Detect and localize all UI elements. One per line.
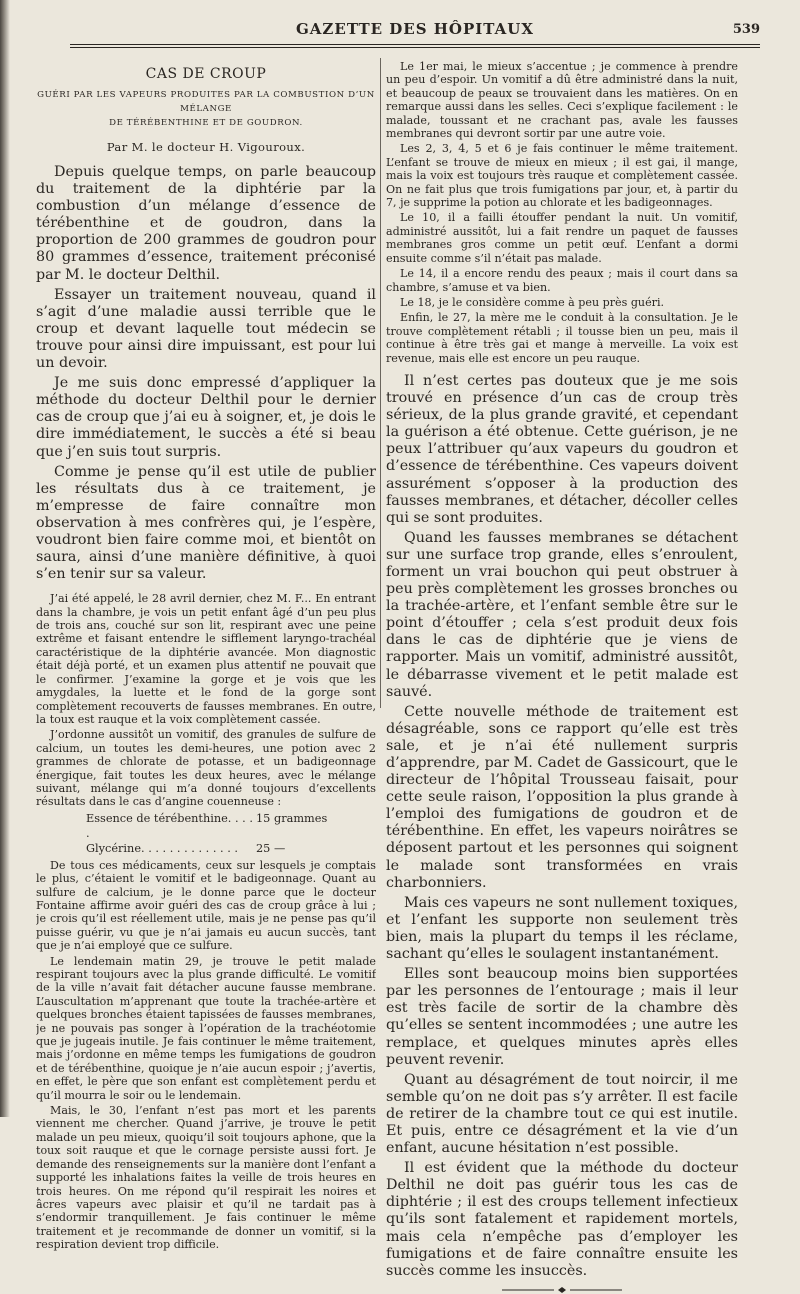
body-paragraph: Je me suis donc empressé d’appliquer la méthode du docteur Delthil pour le dernier cas de croup que j’ai eu à soigner, et, je dois le dire immédiatement, le succès a été si beau que j’en suis tout surpris. bbox=[36, 375, 376, 460]
observation-paragraph: Le 10, il a failli étouffer pendant la nuit. Un vomitif, administré aussitôt, lui a fait rendre un paquet de fausses membranes gros comme un petit œuf. L’enfant a dormi ensuite comme s’il n’était pas malade. bbox=[386, 211, 738, 265]
right-column bbox=[386, 60, 738, 1294]
observation-paragraph: Le 1er mai, le mieux s’accentue ; je commence à prendre un peu d’espoir. Un vomitif a dû être administré dans la nuit, et beaucoup de peaux se trouvaient dans les matières. On en remarque aussi dans les selles. Ceci s’explique facilement : le malade, toussant et ne crachant pas, avale les fausses membranes qui devront sortir par une autre voie. bbox=[386, 60, 738, 141]
header-rule-bottom bbox=[70, 47, 760, 48]
observation-paragraph: Le 14, il a encore rendu des peaux ; mais il court dans sa chambre, s’amuse et va bien. bbox=[386, 267, 738, 294]
observation-paragraph: Les 2, 3, 4, 5 et 6 je fais continuer le même traitement. L’enfant se trouve de mieux en mieux ; il est gai, il mange, mais la voix est toujours très rauque et complètement cassée. On ne fait plus que trois fumigations par jour, et, à partir du 7, je supprime la potion au chlorate et les badigeonnages. bbox=[386, 142, 738, 210]
observation-paragraph: Mais, le 30, l’enfant n’est pas mort et les parents viennent me chercher. Quand j’arrive, je trouve le petit malade un peu mieux, quoiqu’il soit toujours aphone, que la toux soit rauque et que le cornage persiste aussi fort. Je demande des renseignements sur la manière dont l’enfant a supporté les inhalations faites la veille de trois heures en trois heures. On me répond qu’il respirait les noires et âcres vapeurs avec plaisir et qu’il ne tardait pas à s’endormir tranquillement. Je fais continuer le même traitement et je recommande de donner un vomitif, si la respiration devient trop difficile. bbox=[36, 1104, 376, 1252]
body-paragraph: Cette nouvelle méthode de traitement est désagréable, sons ce rapport qu’elle est très sale, et je n’ai été nullement surpris d’apprendre, par M. Cadet de Gassicourt, que le directeur de l’hôpital Trousseau faisait, pour cette seule raison, l’opposition la plus grande à l’emploi des fumigations de goudron et de térébenthine. En effet, les vapeurs noirâtres se déposent partout et les personnes qui soignent le malade sont transformées en vrais charbonniers. bbox=[386, 703, 738, 891]
page-number: 539 bbox=[732, 22, 760, 37]
recipe-row bbox=[36, 841, 376, 856]
body-paragraph: Il est évident que la méthode du docteur Delthil ne doit pas guérir tous les cas de diphtérie ; il est des croups tellement infectieux qu’ils sont fatalement et rapidement mortels, mais cela n’empêche pas d’employer les fumigations et de faire connaître ensuite les succès comme les insuccès. bbox=[386, 1160, 738, 1279]
body-paragraph: Quant au désagrément de tout noircir, il me semble qu’on ne doit pas s’y arrêter. Il est facile de retirer de la chambre tout ce qui est inutile. Et puis, entre ce désagrément et la vie d’un enfant, aucune hésitation n’est possible. bbox=[386, 1071, 738, 1157]
article-subtitle-line: GUÉRI PAR LES VAPEURS PRODUITES PAR LA COMBUSTION D’UN MÉLANGE bbox=[37, 90, 375, 114]
header-rule-top bbox=[70, 44, 760, 45]
article-subtitle bbox=[36, 88, 376, 130]
running-title: GAZETTE DES HÔPITAUX bbox=[295, 20, 534, 38]
body-paragraph: Comme je pense qu’il est utile de publier les résultats dus à ce traitement, je m’empresse de faire connaître mon observation à mes confrères qui, je l’espère, voudront bien faire comme moi, et bientôt on saura, ainsi d’une manière définitive, à quoi s’en tenir sur sa valeur. bbox=[36, 463, 376, 583]
observation-paragraph: Enfin, le 27, la mère me le conduit à la consultation. Je le trouve complètement rétabli ; il tousse bien un peu, mais il continue à être très gai et mange à merveille. La voix est revenue, mais elle est encore un peu rauque. bbox=[386, 311, 738, 365]
page-header bbox=[70, 16, 760, 42]
body-paragraph: Quand les fausses membranes se détachent sur une surface trop grande, elles s’enroulent, forment un vrai bouchon qui peut obstruer à peu près complètement les grosses bronches ou la trachée-artère, et l’enfant semble être sur le point d’étouffer ; cela s’est produit deux fois dans le cas de diphtérie que je viens de rapporter. Mais un vomitif, administré aussitôt, le débarrasse vivement et le petit malade est sauvé. bbox=[386, 529, 738, 700]
recipe-ingredient: Glycérine. . . . . . . . . . . . . . bbox=[86, 841, 238, 855]
observation-paragraph: J’ordonne aussitôt un vomitif, des granules de sulfure de calcium, un toutes les demi-heures, une potion avec 2 grammes de chlorate de potasse, et un badigeonnage énergique, fait toutes les deux heures, avec le mélange suivant, mélange qui m’a donné toujours d’excellents résultats dans le cas d’angine couenneuse : bbox=[36, 728, 376, 809]
article-title: CAS DE CROUP bbox=[145, 66, 267, 82]
observation-paragraph: J’ai été appelé, le 28 avril dernier, chez M. F... En entrant dans la chambre, je vois un petit enfant âgé d’un peu plus de trois ans, couché sur son lit, respirant avec une peine extrême et faisant entendre le sifflement laryngo-trachéal caractéristique de la diphtérie avancée. Mon diagnostic était déjà porté, et un examen plus attentif ne pouvait que le confirmer. J’examine la gorge et je vois que les amygdales, la luette et le fond de la gorge sont complètement recouverts de fausses membranes. En outre, la toux est rauque et la voix complètement cassée. bbox=[36, 592, 376, 726]
end-ornament bbox=[386, 1286, 738, 1294]
recipe-quantity: 25 — bbox=[256, 841, 286, 855]
observation-paragraph: Le 18, je le considère comme à peu près guéri. bbox=[400, 295, 665, 309]
recipe-block bbox=[36, 811, 376, 856]
body-paragraph: Il n’est certes pas douteux que je me sois trouvé en présence d’un cas de croup très sérieux, de la plus grande gravité, et cependant la guérison a été obtenue. Cette guérison, je ne peux l’attribuer qu’aux vapeurs du goudron et d’essence de térébenthine. Ces vapeurs doivent assurément s’opposer à la production des fausses membranes, et détacher, décoller celles qui se sont produites. bbox=[386, 372, 738, 526]
body-paragraph: Essayer un traitement nouveau, quand il s’agit d’une maladie aussi terrible que le croup et devant laquelle tout médecin se trouve pour ainsi dire impuissant, est pour lui un devoir. bbox=[36, 286, 376, 372]
observation-paragraph: De tous ces médicaments, ceux sur lesquels je comptais le plus, c’étaient le vomitif et le badigeonnage. Quant au sulfure de calcium, je le donne parce que le docteur Fontaine affirme avoir guéri des cas de croup grâce à lui ; je crois qu’il est réellement utile, mais je ne pense pas qu’il puisse guérir, vu que je n’ai jamais eu aucun succès, tant que je n’ai employé que ce sulfure. bbox=[36, 858, 376, 953]
left-column bbox=[36, 60, 376, 1254]
observation-paragraph: Le lendemain matin 29, je trouve le petit malade respirant toujours avec la plus grande difficulté. Le vomitif de la ville n’avait fait détacher aucune fausse membrane. L’auscultation m’apprenant que toute la trachée-artère et quelques bronches étaient tapissées de fausses membranes, je ne pouvais pas songer à l’opération de la trachéotomie que je jugeais inutile. Je fais continuer le même traitement, mais j’ordonne en même temps les fumigations de goudron et de térébenthine, quoique je n’aie aucun espoir ; j’avertis, en effet, le père que son enfant est complètement perdu et qu’il mourra le soir ou le lendemain. bbox=[36, 954, 376, 1102]
binding-shadow bbox=[0, 0, 10, 1117]
column-divider bbox=[380, 58, 381, 708]
body-paragraph: Elles sont beaucoup moins bien supportées par les personnes de l’entourage ; mais il leur est très facile de sortir de la chambre dès qu’elles se sentent incommodées ; une autre les remplace, et quelques minutes après elles peuvent revenir. bbox=[386, 966, 738, 1068]
article-subtitle-line: DE TÉRÉBENTHINE ET DE GOUDRON. bbox=[109, 118, 303, 128]
body-paragraph: Mais ces vapeurs ne sont nullement toxiques, et l’enfant les supporte non seulement très bien, mais la plupart du temps il les réclame, sachant qu’elles le soulagent instantanément. bbox=[386, 894, 738, 963]
recipe-quantity: 15 grammes bbox=[256, 811, 328, 825]
recipe-ingredient: Essence de térébenthine. . . . . bbox=[86, 811, 253, 840]
recipe-row bbox=[36, 811, 376, 841]
body-paragraph: Depuis quelque temps, on parle beaucoup du traitement de la diphtérie par la combustion d’un mélange d’essence de térébenthine et de goudron, dans la proportion de 200 grammes de goudron pour 80 grammes d’essence, traitement préconisé par M. le docteur Delthil. bbox=[36, 164, 376, 283]
article-byline: Par M. le docteur H. Vigouroux. bbox=[106, 140, 306, 154]
